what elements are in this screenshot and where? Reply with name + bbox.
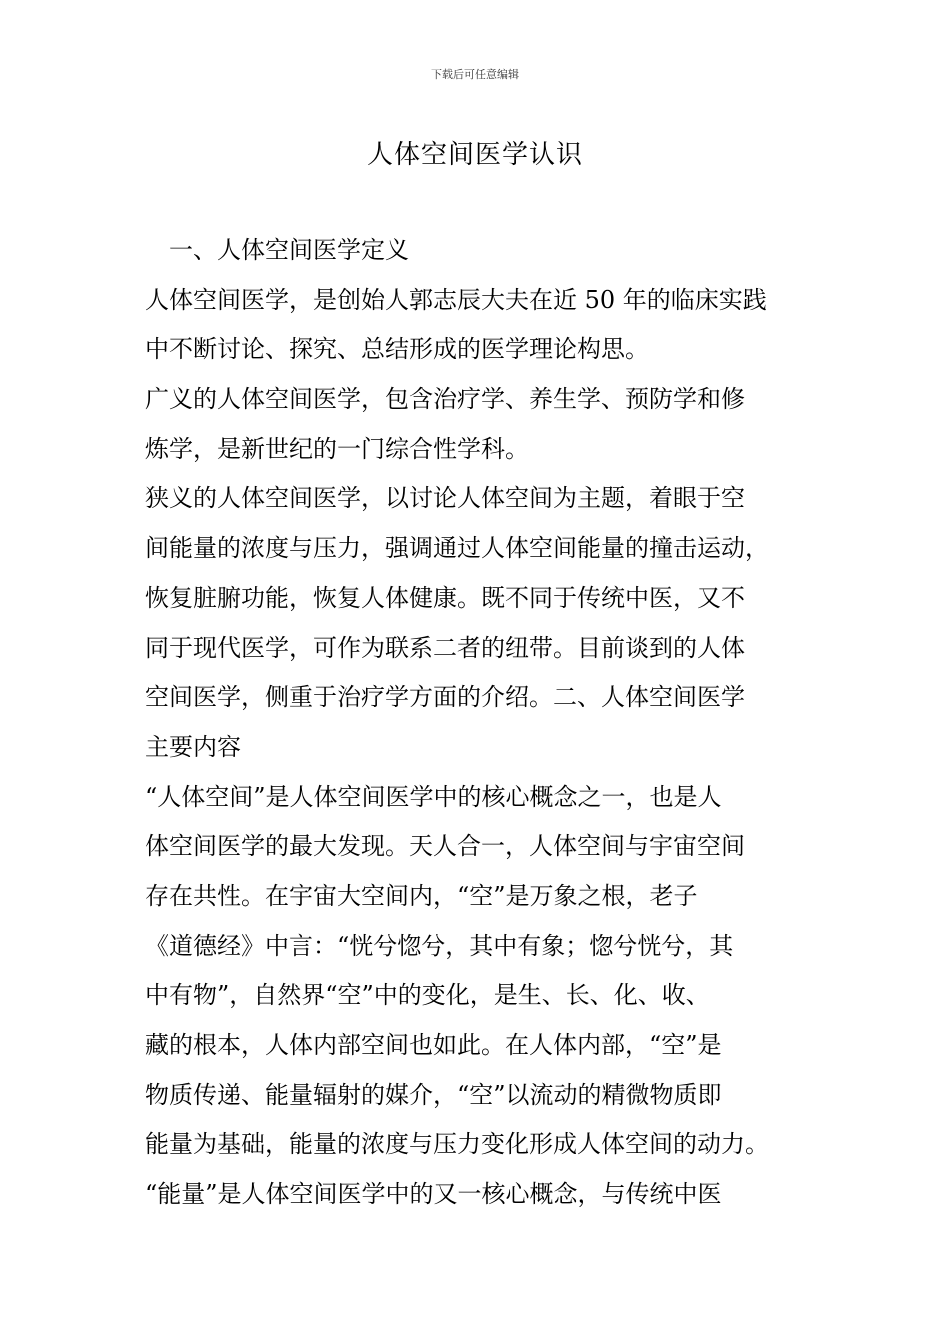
text-line: 空间医学，侧重于治疗学方面的介绍。二、人体空间医学 (145, 683, 745, 712)
page-title: 人体空间医学认识 (366, 140, 583, 170)
document-body (145, 226, 805, 1220)
text-line: “人体空间”是人体空间医学中的核心概念之一，也是人 (145, 782, 722, 811)
text-line: “能量”是人体空间医学中的又一核心概念，与传统中医 (145, 1180, 722, 1209)
text-line: 《道德经》中言：“恍兮惚兮，其中有象；惚兮恍兮，其 (145, 931, 734, 960)
text-line: 体空间医学的最大发现。天人合一，人体空间与宇宙空间 (145, 832, 745, 861)
text-line: 人体空间医学，是创始人郭志辰大夫在近 50 年的临床实践 (145, 285, 767, 314)
section-heading: 一、人体空间医学定义 (169, 236, 409, 264)
text-line: 主要内容 (145, 732, 241, 761)
text-line: 广义的人体空间医学，包含治疗学、养生学、预防学和修 (145, 385, 745, 414)
text-line: 炼学，是新世纪的一门综合性学科。 (145, 434, 529, 463)
text-line: 恢复脏腑功能，恢复人体健康。既不同于传统中医，又不 (145, 583, 745, 612)
text-line: 中有物”，自然界“空”中的变化，是生、长、化、收、 (145, 981, 710, 1010)
header-note: 下载后可任意编辑 (431, 68, 519, 81)
text-line: 存在共性。在宇宙大空间内，“空”是万象之根，老子 (145, 881, 698, 910)
text-line: 间能量的浓度与压力，强调通过人体空间能量的撞击运动， (145, 534, 769, 563)
text-line: 中不断讨论、探究、总结形成的医学理论构思。 (145, 335, 649, 364)
text-line: 同于现代医学，可作为联系二者的纽带。目前谈到的人体 (145, 633, 745, 662)
text-line: 藏的根本，人体内部空间也如此。在人体内部，“空”是 (145, 1031, 722, 1059)
text-line: 能量为基础，能量的浓度与压力变化形成人体空间的动力。 (145, 1130, 769, 1159)
text-line: 狭义的人体空间医学，以讨论人体空间为主题，着眼于空 (145, 484, 745, 513)
text-line: 物质传递、能量辐射的媒介，“空”以流动的精微物质即 (145, 1080, 722, 1109)
